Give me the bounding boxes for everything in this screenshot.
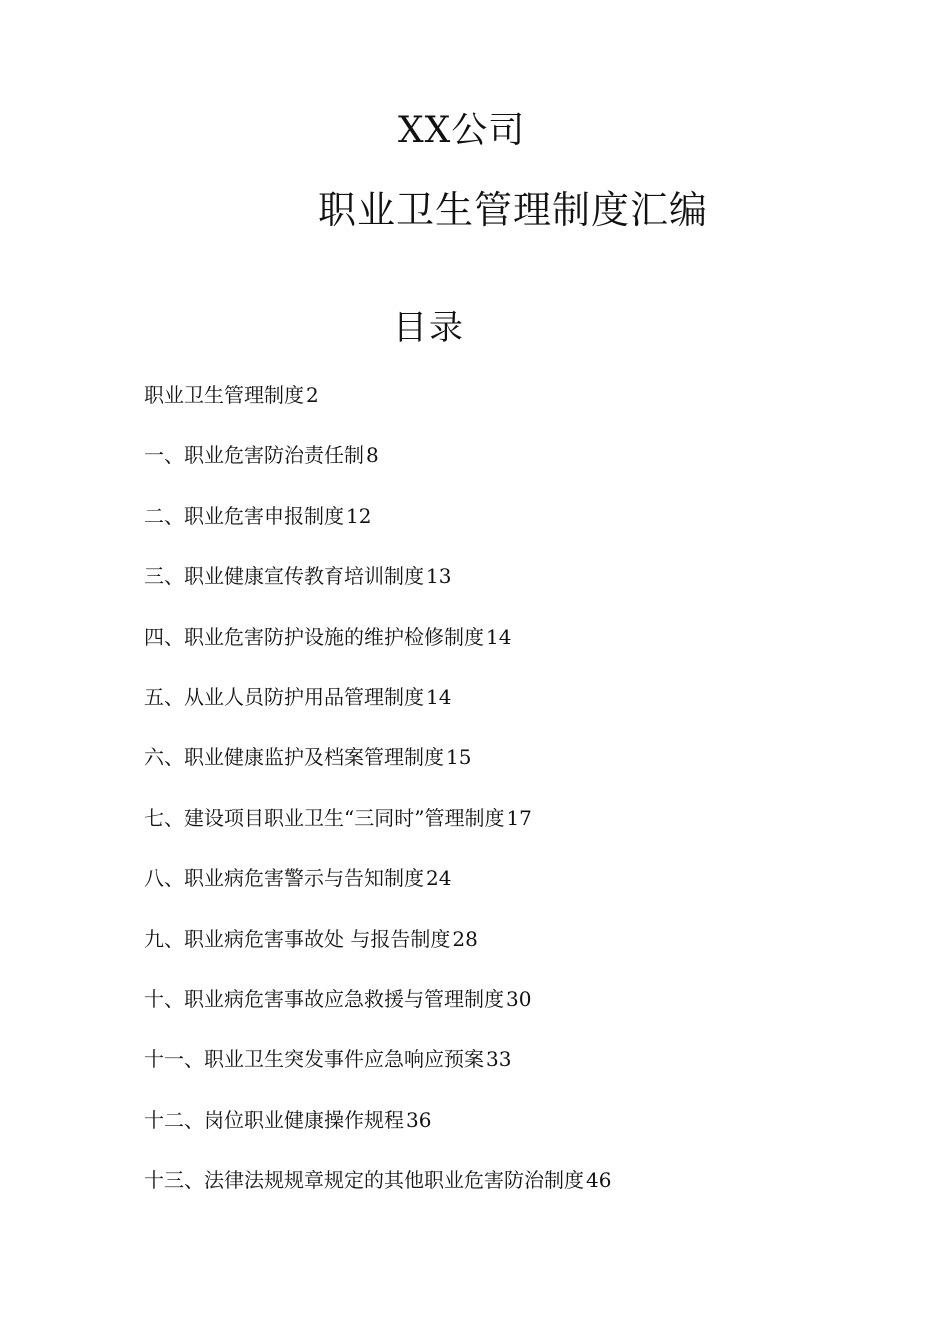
- toc-entry-label: 十一、职业卫生突发事件应急响应预案: [144, 1047, 484, 1072]
- toc-entry[interactable]: [144, 682, 864, 742]
- toc-entry-page: 2: [306, 383, 319, 407]
- document-title: 职业卫生管理制度汇编: [318, 188, 709, 232]
- toc-entry[interactable]: [144, 1105, 864, 1165]
- toc-entry-label: 七、建设项目职业卫生“三同时”管理制度: [144, 805, 505, 830]
- toc-entry-page: 28: [452, 926, 478, 951]
- toc-entry-label: 二、职业危害申报制度: [144, 503, 344, 528]
- toc-entry-label: 十、职业病危害事故应急救援与管理制度: [144, 986, 504, 1011]
- toc-entry-page: 30: [506, 986, 532, 1011]
- toc-entry-label: 四、职业危害防护设施的维护检修制度: [144, 624, 484, 649]
- toc-entry-label: 一、职业危害防治责任制: [144, 443, 364, 468]
- toc-entry-page: 17: [506, 805, 532, 830]
- toc-entry[interactable]: [144, 863, 864, 923]
- toc-entry-page: 13: [426, 564, 452, 589]
- toc-entry[interactable]: [144, 742, 864, 802]
- toc-entry[interactable]: [144, 380, 864, 440]
- toc-entry-label: 职业卫生管理制度: [144, 383, 304, 407]
- toc-entry-page: 33: [486, 1047, 512, 1072]
- toc-entry-label: 十二、岗位职业健康操作规程: [144, 1107, 404, 1132]
- toc-entry[interactable]: [144, 440, 864, 500]
- toc-entry-label: 五、从业人员防护用品管理制度: [144, 684, 424, 709]
- toc-entry[interactable]: [144, 924, 864, 984]
- toc-entry-page: 14: [486, 624, 512, 649]
- toc-entry[interactable]: [144, 1044, 864, 1104]
- toc-entry[interactable]: [144, 984, 864, 1044]
- toc-heading: 目录: [393, 308, 465, 348]
- toc-entry-page: 14: [426, 684, 452, 709]
- toc-entry-label: 九、职业病危害事故处 与报告制度: [144, 926, 451, 951]
- toc-entry[interactable]: [144, 561, 864, 621]
- toc-entry[interactable]: [144, 803, 864, 863]
- company-name: XX公司: [398, 110, 526, 151]
- toc-entry-label: 六、职业健康监护及档案管理制度: [144, 745, 444, 770]
- toc-entry-label: 三、职业健康宣传教育培训制度: [144, 564, 424, 589]
- toc-entry-page: 24: [426, 866, 452, 891]
- toc-entry-page: 8: [366, 443, 379, 468]
- toc-entry-page: 12: [346, 503, 372, 528]
- toc-entry-page: 36: [406, 1107, 432, 1132]
- table-of-contents: [144, 380, 864, 1225]
- toc-entry-page: 46: [586, 1168, 612, 1193]
- toc-entry-label: 八、职业病危害警示与告知制度: [144, 866, 424, 891]
- toc-entry[interactable]: [144, 622, 864, 682]
- toc-entry[interactable]: [144, 501, 864, 561]
- toc-entry-page: 15: [446, 745, 472, 770]
- toc-entry[interactable]: [144, 1165, 864, 1225]
- toc-entry-label: 十三、法律法规规章规定的其他职业危害防治制度: [144, 1168, 584, 1193]
